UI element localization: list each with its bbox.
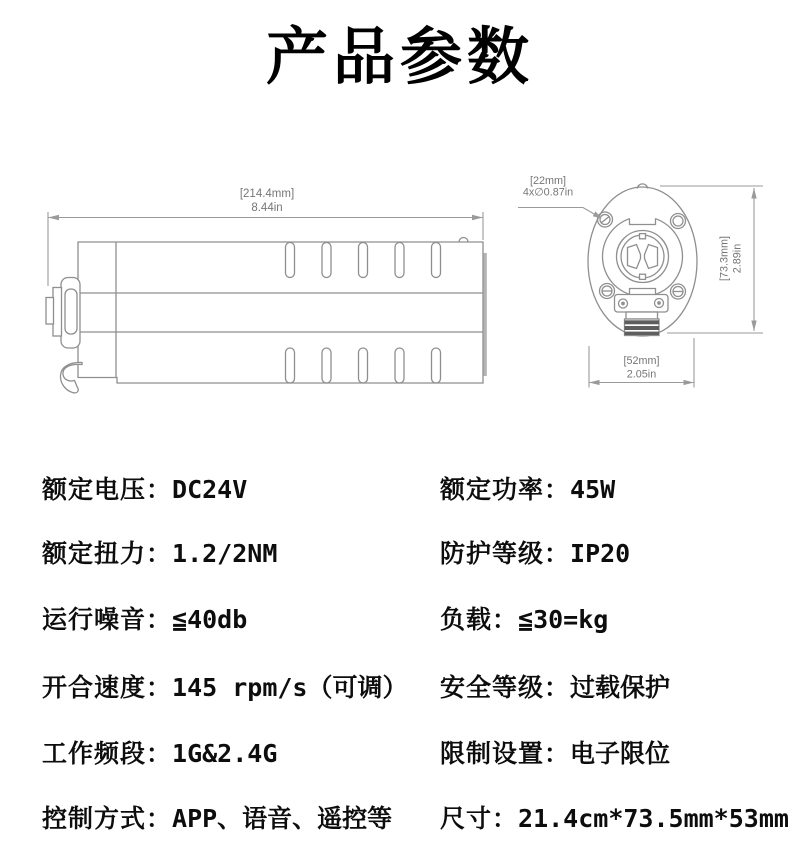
arrow-down: [751, 321, 756, 332]
end-view-drawing: [588, 184, 697, 336]
spec-value: 45W: [570, 475, 616, 504]
vent-slots-top: [286, 243, 441, 278]
hub-tab-bottom: [640, 274, 646, 279]
arrow-up: [751, 188, 756, 199]
top-bump: [459, 238, 468, 243]
spec-label: 控制方式：: [42, 804, 173, 833]
spec-label: 额定电压：: [42, 475, 173, 504]
spec-row-rated-torque: [42, 538, 277, 570]
spec-label: 防护等级：: [440, 539, 571, 568]
spec-value: DC24V: [172, 475, 248, 504]
spec-label: 运行噪音：: [42, 605, 173, 634]
output-shaft: [46, 278, 80, 349]
spec-value: 1.2/2NM: [172, 539, 278, 568]
width-mm-label: [52mm]: [623, 355, 660, 367]
spec-value: IP20: [570, 539, 631, 568]
side-view-drawing: [46, 238, 485, 393]
spec-row-safety-level: [440, 672, 670, 704]
spec-row-protection-rating: [440, 538, 630, 570]
arrow-right: [472, 215, 483, 220]
spec-label: 尺寸：: [440, 804, 519, 833]
arrow-left: [589, 380, 600, 385]
spec-label: 负载：: [440, 605, 519, 634]
side-view-length-dimension: [48, 188, 483, 286]
cable-connector: [625, 312, 660, 336]
height-mm-label: [73.3mm]: [718, 235, 731, 282]
page-title: 产品参数: [265, 20, 534, 93]
spec-label: 额定扭力：: [42, 539, 173, 568]
end-view-width-dimension: [589, 338, 694, 388]
spec-label: 额定功率：: [440, 475, 571, 504]
spec-row-dimensions: [440, 803, 789, 835]
spec-row-rated-voltage: [42, 474, 247, 506]
spec-label: 安全等级：: [440, 673, 571, 702]
end-view-holes-label: [518, 175, 602, 219]
side-length-mm-label: [214.4mm]: [239, 188, 295, 200]
spec-value: 21.4cm*73.5mm*53mm: [518, 804, 789, 833]
hub-tab-top: [640, 234, 646, 239]
end-view-height-dimension: [660, 186, 763, 333]
spec-row-working-frequency: [42, 738, 277, 770]
arrow-left: [48, 215, 59, 220]
width-in-label: 2.05in: [626, 368, 657, 381]
drive-socket-left: [628, 245, 641, 269]
spec-value: 145 rpm/s（可调）: [172, 673, 408, 702]
spec-value: ≦30=kg: [518, 605, 609, 634]
vent-slots-bottom: [286, 348, 441, 383]
spec-row-control-method: [42, 803, 392, 835]
bottom-plate: [615, 295, 669, 313]
alignment-bump: [638, 184, 648, 189]
side-length-in-label: 8.44in: [251, 202, 283, 214]
spec-row-load: [440, 604, 608, 636]
spec-row-running-noise: [42, 604, 247, 636]
height-in-label: 2.89in: [731, 243, 744, 274]
spec-value: 1G&2.4G: [172, 739, 278, 768]
spec-value: APP、语音、遥控等: [172, 804, 393, 833]
arrow-right: [684, 380, 695, 385]
holes-in-label: 4x∅0.87in: [522, 186, 574, 199]
motor-body-outline: [78, 242, 483, 383]
spec-label: 工作频段：: [42, 739, 173, 768]
spec-label: 开合速度：: [42, 673, 173, 702]
spec-value: 过载保护: [570, 673, 671, 702]
spec-row-limit-setting: [440, 738, 670, 770]
drive-socket-right: [645, 245, 658, 269]
spec-label: 限制设置：: [440, 739, 571, 768]
spec-value: 电子限位: [570, 739, 671, 768]
holes-mm-label: [22mm]: [530, 175, 566, 187]
spec-row-open-close-speed: [42, 672, 407, 704]
spec-row-rated-power: [440, 474, 615, 506]
spec-value: ≦40db: [172, 605, 248, 634]
hub-ring: [603, 217, 683, 297]
